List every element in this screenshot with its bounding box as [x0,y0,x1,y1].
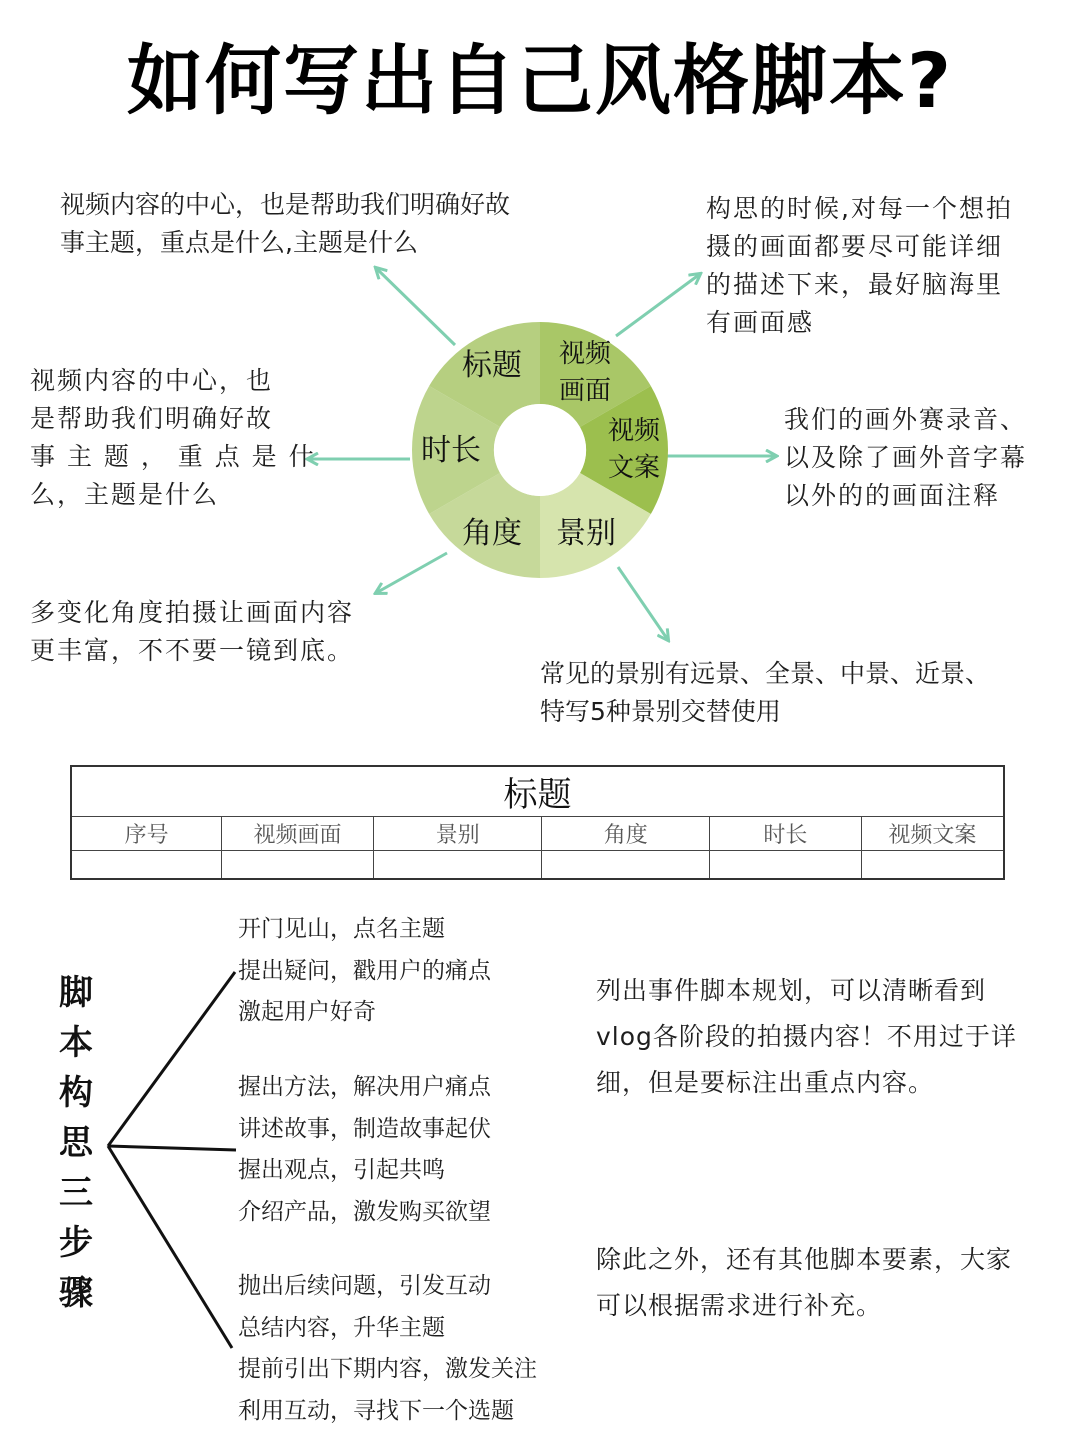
note-line: 细，但是要标注出重点内容。 [596,1068,935,1097]
note-line: 事主题，重点是什么,主题是什么 [60,228,418,257]
steps-title [55,968,97,1318]
note-shot-scale [540,655,990,731]
note-line: 视频内容的中心，也 [30,366,274,395]
note-line: 我们的画外赛录音、 [784,405,1028,434]
step-item: 开门见山，点名主题 [238,916,445,942]
note-line: 以外的的画面注释 [784,481,1001,510]
step-item: 提前引出下期内容，激发关注 [238,1356,537,1382]
script-template-table [70,765,1005,880]
step-group-2 [238,1067,491,1233]
step-item: 讲述故事，制造故事起伏 [238,1115,491,1142]
note-line: 是帮助我们明确好故 [30,404,274,433]
note-line: 有画面感 [706,308,815,337]
step-item: 提出疑问，戳用户的痛点 [238,957,491,984]
note-line: 可以根据需求进行补充。 [596,1291,883,1320]
title-char: 三 [59,1173,93,1213]
column-header: 角度 [542,817,710,851]
arrow-heading [376,268,455,345]
column-header: 时长 [710,817,862,851]
table-cell [542,851,710,879]
note-line: 特写5种景别交替使用 [540,697,781,726]
label-line-2: 文案 [607,453,660,483]
side-note-extra [596,1237,1012,1329]
segment-label-heading [452,347,532,385]
column-header: 景别 [373,817,542,851]
label-text: 景别 [556,516,616,551]
note-video-copy [784,401,1027,515]
table-header-row [71,817,1004,851]
note-line: 的描述下来，最好脑海里 [706,270,1004,299]
label-line-1: 视频 [558,339,611,369]
segment-label-video-frame [552,336,618,410]
table-cell [861,851,1004,879]
step-item: 握出观点，引起共鸣 [238,1157,445,1183]
title-char: 思 [59,1123,93,1163]
label-text: 角度 [462,516,522,551]
note-line: 构思的时候,对每一个想拍 [706,194,1013,223]
step-item: 抛出后续问题，引发互动 [238,1273,491,1299]
step-item: 握出方法，解决用户痛点 [238,1074,491,1100]
title-char: 骤 [59,1273,93,1313]
note-line: 更丰富，不不要一镜到底。 [30,636,355,665]
segment-label-video-copy [601,413,667,487]
step-item: 总结内容，升华主题 [238,1314,445,1341]
note-line: 以及除了画外音字幕 [784,443,1028,472]
donut-hole [494,404,586,496]
step-group-3 [238,1266,537,1432]
column-header: 视频画面 [222,817,374,851]
note-line: 事 主 题 ， 重 点 是 什 [30,442,316,471]
arrow-video-frame [616,274,700,336]
note-angle [30,594,354,670]
page-title: 如何写出自己风格脚本? [126,36,954,125]
bracket-line-bottom [108,1146,232,1348]
title-char: 脚 [59,973,93,1013]
label-line-1: 视频 [607,416,660,446]
segment-label-duration [411,432,491,470]
segment-label-angle [452,515,532,553]
table-title: 标题 [71,766,1004,817]
note-duration [30,362,316,514]
title-char: 构 [59,1073,93,1113]
note-line: 么，主题是什么 [30,480,220,509]
step-item: 利用互动，寻找下一个选题 [238,1397,514,1424]
table-cell [373,851,542,879]
note-line: 视频内容的中心，也是帮助我们明确好故 [60,190,511,219]
column-header: 视频文案 [861,817,1004,851]
segment-label-shot-scale [546,515,626,553]
note-line: vlog各阶段的拍摄内容！不用过于详 [596,1022,1017,1051]
step-group-1 [238,909,491,1034]
table-row [71,851,1004,879]
note-line: 除此之外，还有其他脚本要素，大家 [596,1245,1013,1274]
arrow-angle [376,553,447,593]
note-line: 摄的画面都要尽可能详细 [706,232,1004,261]
table-cell [710,851,862,879]
table-cell [71,851,222,879]
label-line-2: 画面 [558,376,611,406]
note-line: 列出事件脚本规划，可以清晰看到 [596,976,987,1005]
step-item: 介绍产品，激发购买欲望 [238,1198,491,1225]
table-cell [222,851,374,879]
note-heading [60,186,510,262]
title-char: 本 [59,1023,93,1063]
note-video-frame [706,190,1013,342]
side-note-plan [596,968,1017,1106]
bracket-line-top [108,972,235,1146]
label-text: 标题 [462,348,522,383]
bracket-line-middle [108,1146,236,1150]
arrow-shot-scale [618,567,668,640]
note-line: 多变化角度拍摄让画面内容 [30,598,355,627]
step-item: 激起用户好奇 [238,999,376,1025]
column-header: 序号 [71,817,222,851]
label-text: 时长 [421,433,481,468]
title-char: 步 [59,1223,93,1263]
note-line: 常见的景别有远景、全景、中景、近景、 [540,659,991,688]
